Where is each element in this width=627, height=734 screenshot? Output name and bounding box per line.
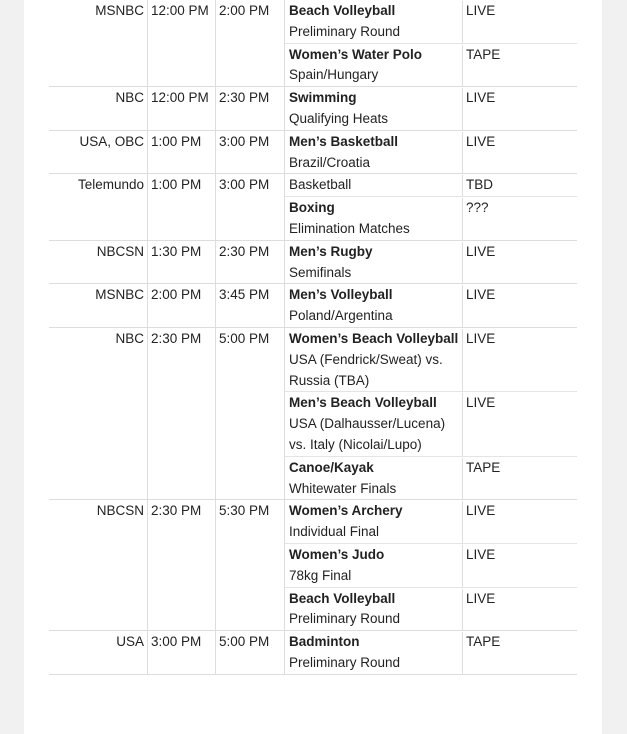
schedule-group [49,0,577,87]
event-row [285,392,577,456]
event-list [285,0,577,86]
event-subtitle: Elimination Matches [289,220,410,236]
event-description [285,1,463,43]
event-subtitle: Preliminary Round [289,23,401,39]
event-title: Men’s Rugby [289,243,373,259]
event-row [285,500,577,544]
event-title: Badminton [289,634,360,650]
broadcast-status: TAPE [466,459,501,475]
event-subtitle: Preliminary Round [289,654,401,670]
event-subtitle: 78kg Final [289,567,352,583]
event-description [285,242,463,284]
broadcast-schedule-table [49,0,577,675]
broadcast-status: LIVE [466,90,496,106]
end-time-cell: 3:45 PM [216,284,285,327]
event-row [285,241,577,284]
network-cell: NBCSN [49,241,148,284]
event-subtitle: USA (Dalhausser/Lucena) vs. Italy (Nicolai/Lupo) [289,416,446,452]
end-time-cell: 3:00 PM [216,174,285,239]
schedule-group [49,284,577,328]
event-description [285,175,463,196]
event-list [285,241,577,284]
event-title: Beach Volleyball [289,3,396,18]
end-time-cell: 5:00 PM [216,631,285,674]
event-row [285,131,577,174]
schedule-group [49,241,577,285]
end-time-cell: 2:00 PM [216,0,285,86]
event-subtitle: Poland/Argentina [289,308,393,324]
network-cell: NBC [49,328,148,499]
end-time-cell: 2:30 PM [216,87,285,130]
network-cell: MSNBC [49,0,148,86]
broadcast-status: LIVE [466,243,496,259]
event-description [285,198,463,240]
event-title: Beach Volleyball [289,590,396,606]
broadcast-status: LIVE [466,133,496,149]
event-subtitle: Spain/Hungary [289,67,379,83]
event-description [285,88,463,130]
event-list [285,284,577,327]
event-title: Women’s Archery [289,503,403,519]
broadcast-status: LIVE [466,546,496,562]
start-time-cell: 1:00 PM [148,131,216,174]
end-time-cell: 3:00 PM [216,131,285,174]
event-row [285,0,577,44]
event-row [285,87,577,130]
event-title: Women’s Beach Volleyball [289,330,459,346]
network-cell: USA [49,631,148,674]
event-row [285,588,577,631]
start-time-cell: 2:30 PM [148,500,216,630]
network-cell: NBC [49,87,148,130]
start-time-cell: 2:30 PM [148,328,216,499]
network-cell: NBCSN [49,500,148,630]
event-title: Men’s Volleyball [289,287,393,303]
broadcast-status: TAPE [466,634,501,650]
event-list [285,631,577,674]
event-list [285,500,577,630]
broadcast-status: TBD [466,177,493,193]
event-subtitle: USA (Fendrick/Sweat) vs. Russia (TBA) [289,351,443,388]
event-row [285,328,577,392]
event-description [285,393,463,455]
broadcast-status: LIVE [466,3,496,18]
event-description [285,589,463,631]
event-title: Women’s Judo [289,546,385,562]
network-cell: MSNBC [49,284,148,327]
start-time-cell: 1:00 PM [148,174,216,239]
event-subtitle: Semifinals [289,264,352,280]
event-name: Basketball [289,177,352,193]
event-description [285,132,463,174]
network-cell: USA, OBC [49,131,148,174]
end-time-cell: 5:30 PM [216,500,285,630]
end-time-cell: 2:30 PM [216,241,285,284]
schedule-group [49,328,577,500]
broadcast-status: ??? [466,200,489,216]
event-row [285,544,577,588]
event-subtitle: Brazil/Croatia [289,154,371,170]
event-description [285,632,463,674]
event-description [285,329,463,391]
event-title: Swimming [289,90,357,106]
event-list [285,174,577,239]
event-subtitle: Individual Final [289,524,380,540]
event-subtitle: Qualifying Heats [289,110,389,126]
start-time-cell: 3:00 PM [148,631,216,674]
event-list [285,87,577,130]
event-row [285,631,577,674]
event-title: Canoe/Kayak [289,459,374,475]
start-time-cell: 2:00 PM [148,284,216,327]
broadcast-status: LIVE [466,395,496,411]
event-title: Women’s Water Polo [289,46,423,62]
page-card [24,0,602,734]
event-row [285,44,577,87]
event-description [285,458,463,500]
broadcast-status: LIVE [466,330,496,346]
event-description [285,501,463,543]
event-list [285,328,577,499]
event-row [285,174,577,197]
event-subtitle: Preliminary Round [289,611,401,627]
event-title: Men’s Basketball [289,133,399,149]
start-time-cell: 12:00 PM [148,0,216,86]
start-time-cell: 1:30 PM [148,241,216,284]
broadcast-status: LIVE [466,287,496,303]
event-list [285,131,577,174]
event-description [285,545,463,587]
broadcast-status: LIVE [466,503,496,519]
start-time-cell: 12:00 PM [148,87,216,130]
event-description [285,45,463,87]
schedule-group [49,500,577,631]
event-row [285,457,577,500]
event-title: Boxing [289,200,335,216]
schedule-group [49,631,577,675]
event-row [285,284,577,327]
end-time-cell: 5:00 PM [216,328,285,499]
event-row [285,197,577,240]
schedule-group [49,131,577,175]
event-title: Men’s Beach Volleyball [289,395,437,411]
broadcast-status: TAPE [466,46,501,62]
event-description [285,285,463,327]
network-cell: Telemundo [49,174,148,239]
schedule-group [49,87,577,131]
schedule-group [49,174,577,240]
broadcast-status: LIVE [466,590,496,606]
event-subtitle: Whitewater Finals [289,480,397,496]
